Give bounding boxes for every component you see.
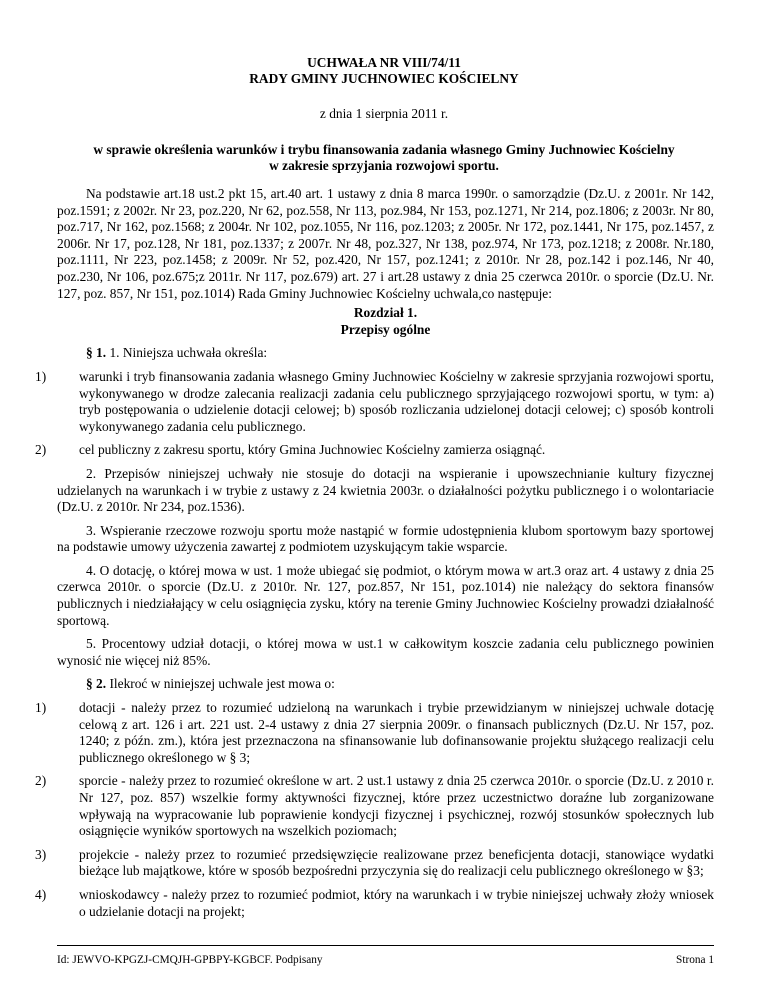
page-number: Strona 1 xyxy=(676,954,714,966)
list-item xyxy=(35,700,714,766)
chapter-title: Rozdział 1. xyxy=(353,305,418,321)
list-item-number: 3) xyxy=(35,846,47,862)
list-item-number: 1) xyxy=(35,700,47,716)
page-footer xyxy=(57,953,714,967)
list-item xyxy=(35,887,714,920)
section-2-intro xyxy=(57,676,714,693)
section-1-paragraph-2: 2. Przepisów niniejszej uchwały nie stosuje do dotacji na wspieranie i upowszechnianie kultury fizycznej udzielanych na warunkach i w trybie z ustawy z 24 kwietnia 2003r. o działalności pożytku publicznego i o wolontariacie (Dz.U. z 2010r. Nr 234, poz.1536). xyxy=(57,465,714,515)
preamble: Na podstawie art.18 ust.2 pkt 15, art.40 art. 1 ustawy z dnia 8 marca 1990r. o samorządzie (Dz.U. z 2001r. Nr 142, poz.1591; z 2002r. Nr 23, poz.220, Nr 62, poz.558, Nr 113, poz.984, Nr 153, poz.1271, Nr 214, poz.1806; z 2003r. Nr 80, poz.717, Nr 162, poz.1568; z 2004r. Nr 102, poz.1055, Nr 116, poz.1203; z 2005r. Nr 172, poz.1441, Nr 175, poz.1457, z 2006r. Nr 17, poz.128, Nr 181, poz.1337; z 2007r. Nr 48, poz.327, Nr 138, poz.974, Nr 173, poz.1218; z 2008r. Nr.180, poz.1111, Nr 223, poz.1458; z 2009r. Nr 52, poz.420, Nr 157, poz.1241; z 2010r. Nr 28, poz.142 i poz.146, Nr 40, poz.230, Nr 106, poz.675;z 2011r. Nr 117, poz.679) art. 27 i art.28 ustawy z dnia 25 czerwca 2010r. o sporcie (Dz.U. Nr. 127, poz. 857, Nr 151, poz.1014) Rada Gminy Juchnowiec Kościelny uchwala,co następuje: xyxy=(57,186,714,301)
list-item xyxy=(35,773,714,839)
section-1-paragraph-5: 5. Procentowy udział dotacji, o której mowa w ust.1 w całkowitym koszcie zadania celu publicznego powinien wynosić nie więcej niż 85%. xyxy=(57,636,714,668)
section-1-intro-text: 1. Niniejsza uchwała określa: xyxy=(109,345,268,361)
list-item-text: warunki i tryb finansowania zadania własnego Gminy Juchnowiec Kościelny w zakresie sprzyjania rozwojowi sportu, wykonywanego w drodze zalecania realizacji zadania celu publicznego sprzyjającego rozwojowi sportu, w tym: a) tryb postępowania o udzielenie dotacji celowej; b) sposób rozliczania udzielonej dotacji celowej; c) sposób kontroli wykonywanego zadania celu publicznego. xyxy=(79,368,714,434)
council-name: RADY GMINY JUCHNOWIEC KOŚCIELNY xyxy=(249,71,519,86)
list-item-number: 4) xyxy=(35,886,47,902)
list-item xyxy=(35,442,714,459)
resolution-number: UCHWAŁA NR VIII/74/11 xyxy=(307,55,461,70)
list-item-text: wnioskodawcy - należy przez to rozumieć podmiot, który na warunkach i w trybie niniejszej uchwały złoży wniosek o udzielanie dotacji na projekt; xyxy=(79,886,714,919)
section-2-mark: § 2. xyxy=(86,676,107,692)
section-1-paragraph-4: 4. O dotację, o której mowa w ust. 1 może ubiegać się podmiot, o którym mowa w art.3 oraz art. 4 ustawy z dnia 25 czerwca 2010r. o sporcie (Dz.U. z 2010r. Nr. 127, poz.857, Nr 151, poz.1014) nie należący do sektora finansów publicznych i niedziałający w celu osiągnięcia zysku, który na terenie Gminy Juchnowiec Kościelny prowadzi działalność sportową. xyxy=(57,562,714,628)
list-item-text: projekcie - należy przez to rozumieć przedsięwzięcie realizowane przez beneficjenta dotacji, stanowiące wydatki bieżące lub majątkowe, które w sposób bezpośredni przyczynia się do realizacji celu publicznego określonego w §3; xyxy=(79,846,714,879)
section-2-intro-text: Ilekroć w niniejszej uchwale jest mowa o: xyxy=(109,676,335,692)
subject-line-2: w zakresie sprzyjania rozwojowi sportu. xyxy=(269,158,499,174)
list-item xyxy=(35,847,714,880)
resolution-date: z dnia 1 sierpnia 2011 r. xyxy=(319,106,449,121)
document-body xyxy=(35,186,714,920)
footer-divider xyxy=(57,945,714,946)
list-item-text: dotacji - należy przez to rozumieć udzieloną na warunkach i trybie przewidzianym w niniejszej uchwale dotację celową z art. 126 i art. 221 ust. 2-4 ustawy z dnia 27 sierpnia 2009r. o finansach publicznych (Dz.U. Nr 157, poz. 1240; z późn. zm.), która jest przeznaczona na sfinansowanie lub dofinansowanie projektu służącego realizacji celu publicznego określonego w § 3; xyxy=(79,700,714,765)
header xyxy=(60,55,708,175)
section-1-intro xyxy=(57,345,714,362)
chapter-subtitle: Przepisy ogólne xyxy=(340,321,431,337)
section-1-mark: § 1. xyxy=(86,345,107,361)
resolution-subject xyxy=(60,142,708,175)
subject-line-1: w sprawie określenia warunków i trybu finansowania zadania własnego Gminy Juchnowiec Kościelny xyxy=(93,141,675,157)
section-1-paragraph-3: 3. Wspieranie rzeczowe rozwoju sportu może nastąpić w formie udostępnienia klubom sportowym bazy sportowej na podstawie umowy użyczenia zawartej z podmiotem uzyskującym takie wsparcie. xyxy=(57,522,714,555)
list-item-number: 1) xyxy=(35,368,47,384)
list-item-number: 2) xyxy=(35,442,47,458)
list-item xyxy=(35,369,714,435)
list-item-text: sporcie - należy przez to rozumieć określone w art. 2 ust.1 ustawy z dnia 25 czerwca 2010r. o sporcie (Dz.U. z 2010 r. Nr 127, poz. 857) wszelkie formy aktywności fizycznej, które przez uczestnictwo doraźne lub zorganizowane wpływają na wypracowanie lub poprawienie kondycji fizycznej i psychicznej, rozwój stosunków społecznych lub osiągnięcie wyników sportowych na wszelkich poziomach; xyxy=(79,773,714,839)
document-id: Id: JEWVO-KPGZJ-CMQJH-GPBPY-KGBCF. Podpisany xyxy=(57,954,323,966)
list-item-number: 2) xyxy=(35,773,47,789)
chapter-heading xyxy=(57,305,714,338)
list-item-text: cel publiczny z zakresu sportu, który Gmina Juchnowiec Kościelny zamierza osiągnąć. xyxy=(79,442,546,458)
